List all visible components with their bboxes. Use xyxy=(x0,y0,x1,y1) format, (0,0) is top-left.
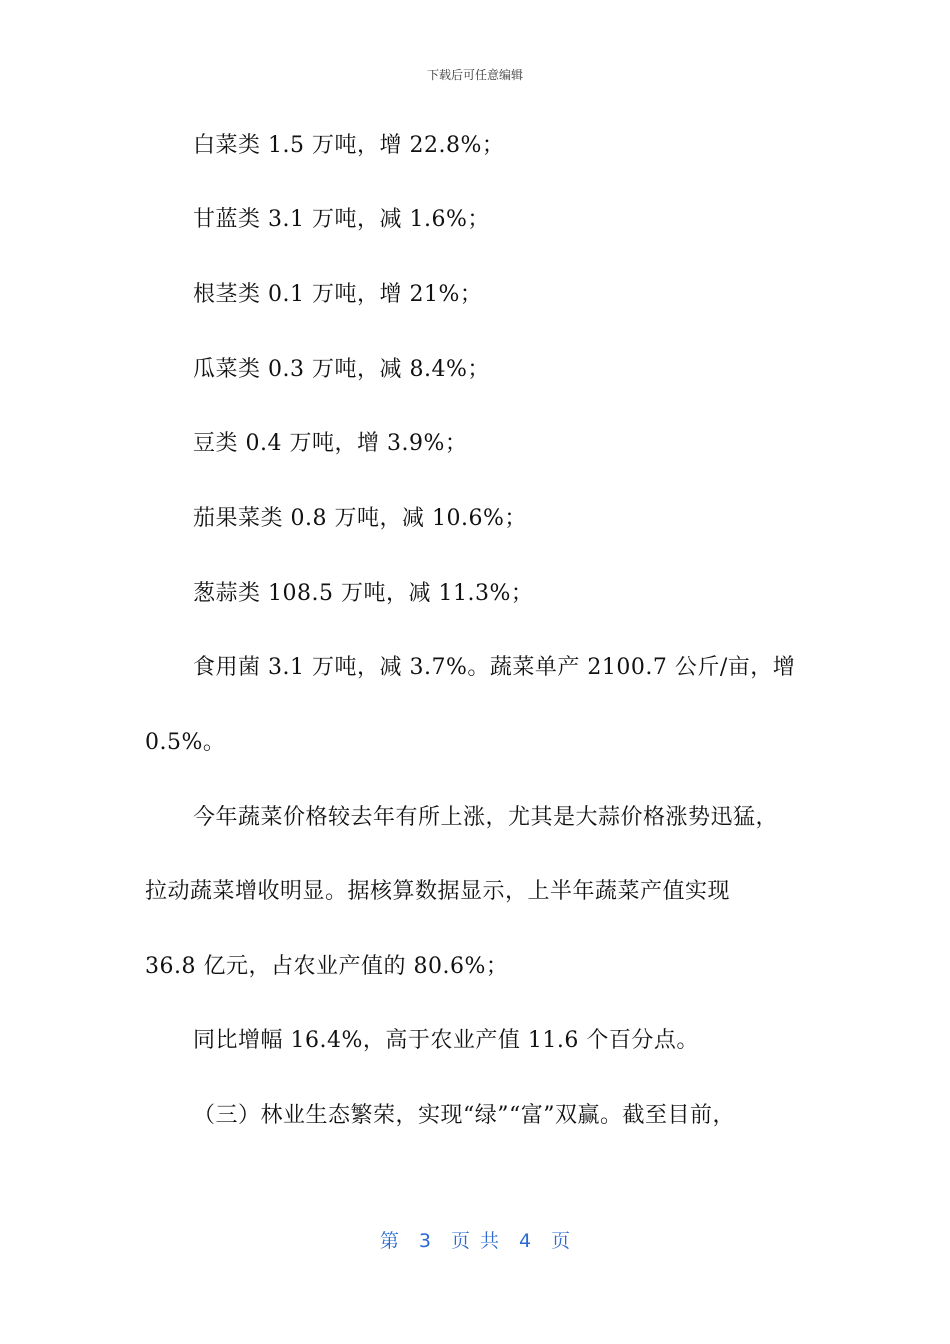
text-line: 同比增幅 16.4%，高于农业产值 11.6 个百分点。 xyxy=(193,1028,699,1053)
page-label-mid: 页 共 xyxy=(450,1230,500,1252)
text-line: 茄果菜类 0.8 万吨，减 10.6%； xyxy=(193,506,527,531)
text-line: 36.8 亿元，占农业产值的 80.6%； xyxy=(145,954,509,979)
page-label-prefix: 第 xyxy=(379,1230,399,1252)
text-line: 白菜类 1.5 万吨，增 22.8%； xyxy=(193,133,505,158)
text-line: 食用菌 3.1 万吨，减 3.7%。蔬菜单产 2100.7 公斤/亩，增 xyxy=(193,655,796,680)
text-line: 瓜菜类 0.3 万吨，减 8.4%； xyxy=(193,357,490,382)
text-line: 今年蔬菜价格较去年有所上涨，尤其是大蒜价格涨势迅猛， xyxy=(193,805,779,830)
text-line: （三）林业生态繁荣，实现“绿”“富”双赢。截至目前， xyxy=(193,1103,735,1128)
text-line: 葱蒜类 108.5 万吨，减 11.3%； xyxy=(193,581,534,606)
page-header: 下载后可任意编辑 xyxy=(426,68,523,82)
text-line: 0.5%。 xyxy=(145,730,226,755)
current-page-number: 3 xyxy=(418,1230,431,1252)
text-line: 甘蓝类 3.1 万吨，减 1.6%； xyxy=(193,207,490,232)
text-line: 根茎类 0.1 万吨，增 21%； xyxy=(193,282,483,307)
page-label-suffix: 页 xyxy=(551,1230,571,1252)
text-line: 豆类 0.4 万吨，增 3.9%； xyxy=(193,431,468,456)
total-pages-number: 4 xyxy=(519,1230,532,1252)
page-footer xyxy=(0,1226,950,1253)
text-line: 拉动蔬菜增收明显。据核算数据显示，上半年蔬菜产值实现 xyxy=(145,879,731,904)
